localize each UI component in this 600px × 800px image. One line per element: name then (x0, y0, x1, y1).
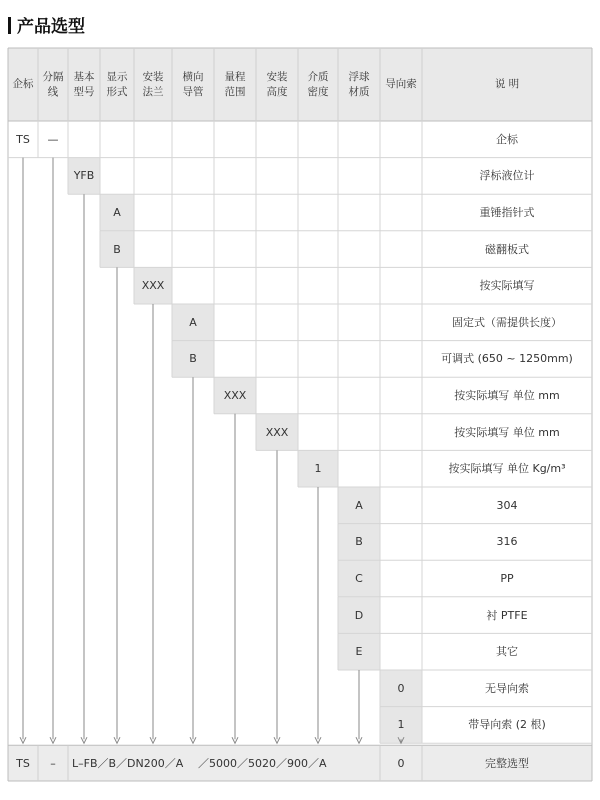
option-code: A (355, 498, 363, 512)
option-description: 带导向索 (2 根) (468, 718, 546, 732)
column-header (214, 48, 256, 121)
option-code: B (355, 535, 363, 549)
option-code: XXX (223, 388, 247, 402)
column-header-text: 分隔 线 (42, 70, 64, 98)
option-code: 1 (314, 462, 322, 476)
example-desc: 完整选型 (485, 756, 529, 770)
column-header (100, 48, 134, 121)
option-description: 浮标液位计 (479, 169, 535, 183)
option-code: D (354, 608, 364, 622)
section-title-text: 产品选型 (17, 17, 85, 37)
column-header (172, 48, 214, 121)
example-dash: – (50, 756, 56, 770)
column-header (338, 48, 380, 121)
example-ts: TS (16, 756, 30, 770)
column-header-text: 横向 导管 (182, 70, 204, 98)
option-code: 1 (397, 718, 405, 732)
option-description: 其它 (496, 645, 518, 659)
option-description: 磁翻板式 (485, 242, 529, 256)
column-header-text: 浮球 材质 (348, 70, 370, 98)
column-header (38, 48, 68, 121)
column-header-text: 安装 法兰 (142, 70, 164, 98)
option-code: C (355, 571, 363, 585)
option-description: 316 (496, 535, 518, 549)
option-description: 按实际填写 单位 mm (454, 388, 560, 402)
option-description: 固定式（需提供长度） (452, 315, 562, 329)
option-description: 按实际填写 单位 mm (454, 425, 560, 439)
option-description: PP (500, 571, 514, 585)
column-header (256, 48, 298, 121)
option-code: B (189, 352, 197, 366)
option-code: 0 (397, 681, 405, 695)
option-code: E (355, 645, 363, 659)
option-description: 衬 PTFE (486, 608, 528, 622)
option-code: A (113, 205, 121, 219)
option-description: 可调式 (650 ~ 1250mm) (441, 352, 573, 366)
option-code: XXX (141, 279, 165, 293)
option-description: 按实际填写 单位 Kg/m³ (448, 462, 566, 476)
option-code: B (113, 242, 121, 256)
column-header (298, 48, 338, 121)
column-header-text: 显示 形式 (106, 70, 128, 98)
column-header-text: 介质 密度 (307, 70, 329, 98)
column-header: 企标 (12, 78, 34, 90)
column-header (134, 48, 172, 121)
column-header-text: 安装 高度 (266, 70, 288, 98)
option-description: 企标 (496, 132, 518, 146)
option-code: TS (16, 132, 30, 146)
option-code: YFB (73, 169, 95, 183)
example-code-part1: L–FB／B／DN200／A (72, 756, 184, 770)
option-description: 304 (496, 498, 518, 512)
separator-code: — (47, 132, 59, 146)
option-description: 重锤指针式 (479, 205, 535, 219)
option-description: 按实际填写 (479, 279, 535, 293)
column-header (68, 48, 100, 121)
column-header-text: 基本 型号 (73, 70, 95, 98)
example-code-part2: ／5000／5020／900／A (198, 756, 327, 770)
option-code: XXX (265, 425, 289, 439)
column-header: 导向索 (385, 78, 417, 90)
option-description: 无导向索 (485, 681, 529, 695)
column-header-text: 量程 范围 (224, 70, 246, 98)
option-code: A (189, 315, 197, 329)
example-guide: 0 (397, 756, 405, 770)
column-header: 说 明 (494, 78, 520, 90)
